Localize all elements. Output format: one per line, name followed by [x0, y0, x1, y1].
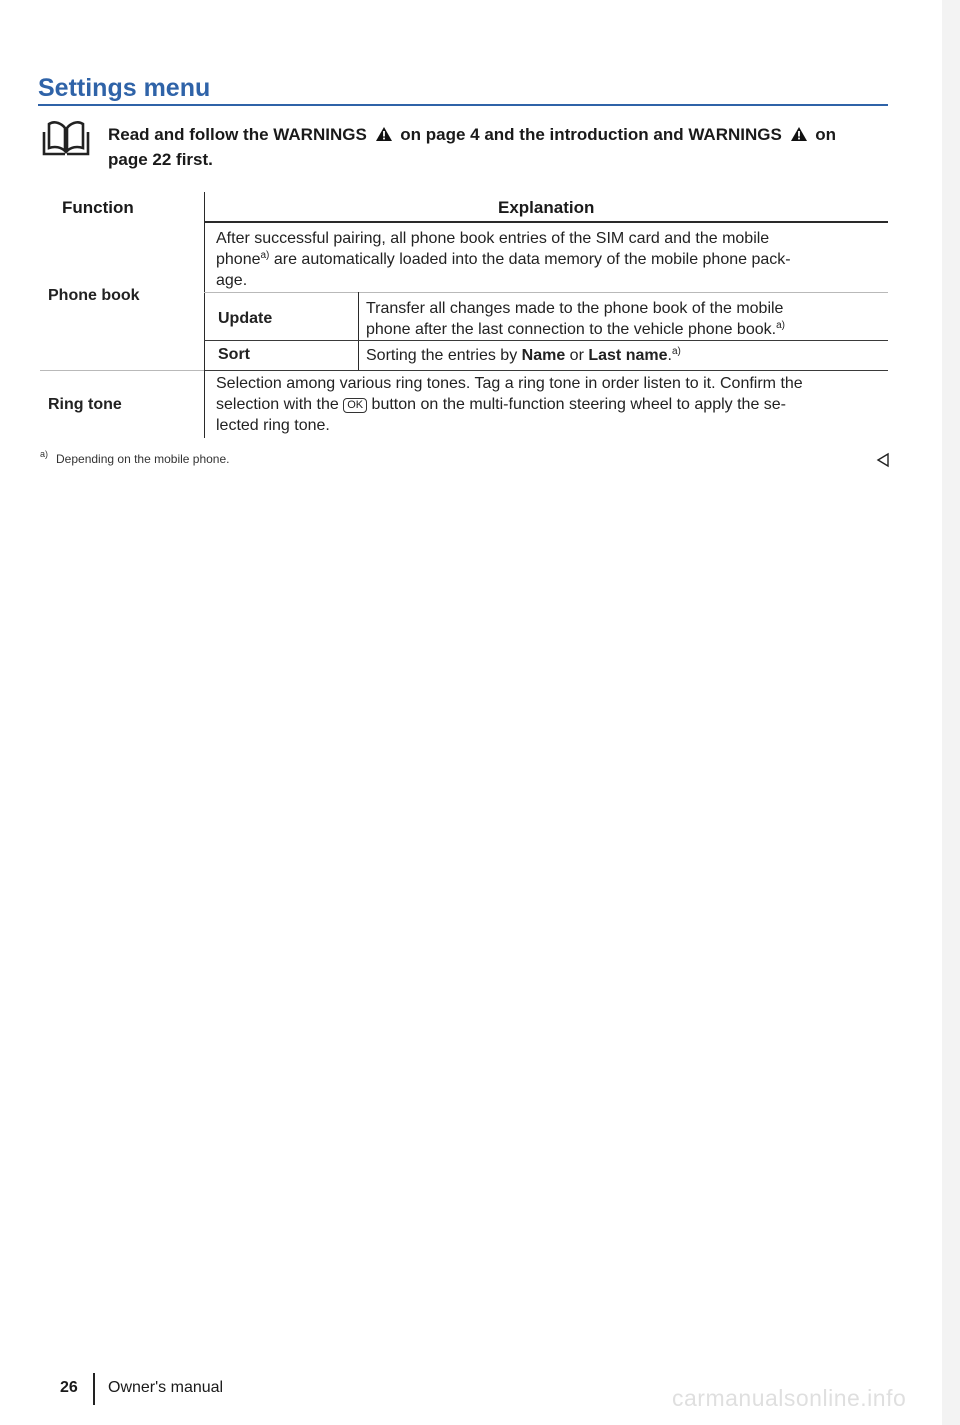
notice-text-1: Read and follow the WARNINGS: [108, 125, 367, 144]
sort-option-last-name: Last name: [588, 347, 668, 364]
back-arrow-icon: [876, 452, 890, 468]
phone-book-line-2a: phone: [216, 251, 261, 268]
header-rule: [204, 221, 888, 223]
warnings-notice: [108, 122, 878, 172]
watermark-part-2: online.info: [795, 1385, 907, 1411]
sort-end: .: [667, 347, 672, 364]
sort-option-name: Name: [521, 347, 566, 364]
manual-title: Owner's manual: [108, 1379, 224, 1396]
page-title: Settings menu: [38, 74, 211, 102]
update-line-1: Transfer all changes made to the phone book of the mobile: [366, 300, 784, 317]
function-phone-book: Phone book: [48, 287, 140, 304]
footer-separator: [93, 1373, 95, 1405]
column-divider: [204, 192, 205, 222]
option-sort: Sort: [218, 346, 250, 363]
phone-book-line-2b: are automatically loaded into the data memory of the mobile phone pack-: [269, 251, 791, 268]
phone-book-line-1: After successful pairing, all phone book entries of the SIM card and the mobile: [216, 230, 770, 247]
footnote: [40, 449, 230, 466]
footnote-marker: a): [776, 320, 785, 331]
ring-tone-line-2b: button on the multi-function steering wheel to apply the se-: [367, 396, 787, 413]
update-line-2: phone after the last connection to the vehicle phone book.: [366, 321, 777, 338]
ok-button-key: OK: [343, 398, 367, 413]
ring-tone-line-2a: selection with the: [216, 396, 344, 413]
notice-text-2: on page 4 and the introduction and WARNINGS: [400, 125, 782, 144]
watermark: [672, 1385, 906, 1412]
column-divider: [204, 222, 205, 370]
column-header-function: Function: [62, 198, 134, 217]
book-icon: [40, 118, 92, 158]
sub-rule: [204, 292, 888, 293]
page-number: 26: [60, 1379, 78, 1396]
footnote-marker: a): [260, 250, 270, 261]
phone-book-description: [216, 228, 881, 291]
sort-description: [366, 345, 881, 366]
row-rule: [204, 370, 888, 371]
notice-text-4: page 22 first.: [108, 150, 213, 169]
notice-text-3: on: [815, 125, 837, 144]
update-description: [366, 298, 881, 340]
footnote-text: Depending on the mobile phone.: [56, 452, 230, 466]
sub-rule: [204, 340, 888, 341]
sub-column-divider: [358, 292, 359, 371]
ring-tone-line-3: lected ring tone.: [216, 417, 330, 434]
column-header-explanation: Explanation: [498, 198, 595, 217]
ring-tone-description: [216, 373, 884, 436]
function-ring-tone: Ring tone: [48, 396, 122, 413]
page-edge-strip: [942, 0, 960, 1425]
row-rule-left: [40, 370, 204, 371]
phone-book-line-3: age.: [216, 272, 248, 289]
sort-text: Sorting the entries by: [366, 347, 522, 364]
option-update: Update: [218, 310, 273, 327]
footnote-label: a): [40, 449, 49, 459]
ring-tone-line-1: Selection among various ring tones. Tag a ring tone in order listen to it. Confirm the: [216, 375, 803, 392]
title-divider: [38, 104, 888, 106]
warning-triangle-icon: [790, 126, 808, 142]
column-divider: [204, 370, 205, 438]
footnote-marker: a): [671, 346, 681, 357]
sort-or: or: [565, 347, 589, 364]
watermark-part-1: carmanuals: [672, 1385, 796, 1411]
warning-triangle-icon: [375, 126, 393, 142]
